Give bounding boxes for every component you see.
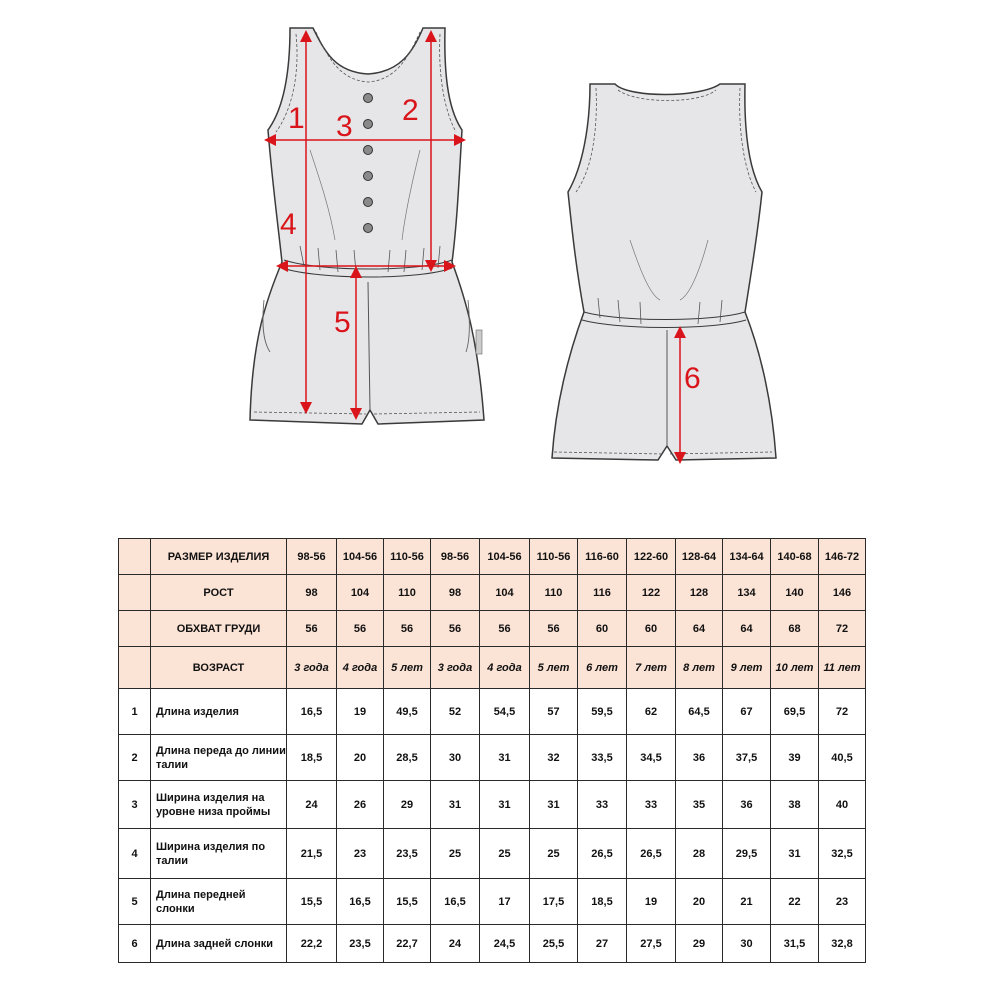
row-number: 5 — [119, 879, 151, 925]
header-cell: 98-56 — [431, 539, 480, 575]
table-row — [119, 735, 866, 781]
header-cell: 3 года — [431, 647, 480, 689]
table-cell: 18,5 — [578, 879, 627, 925]
table-cell: 31 — [480, 735, 530, 781]
header-row — [119, 539, 866, 575]
table-cell: 25 — [431, 829, 480, 879]
table-cell: 33 — [578, 781, 627, 829]
table-cell: 30 — [723, 925, 771, 963]
table-row — [119, 829, 866, 879]
header-cell: 64 — [676, 611, 723, 647]
header-label: РОСТ — [151, 575, 287, 611]
table-cell: 33,5 — [578, 735, 627, 781]
table-cell: 67 — [723, 689, 771, 735]
table-cell: 69,5 — [771, 689, 819, 735]
table-cell: 35 — [676, 781, 723, 829]
header-cell: 110 — [530, 575, 578, 611]
table-cell: 23 — [337, 829, 384, 879]
header-cell: 60 — [578, 611, 627, 647]
header-cell: 128 — [676, 575, 723, 611]
row-label: Длина передней слонки — [151, 879, 287, 925]
table-cell: 29 — [676, 925, 723, 963]
table-cell: 52 — [431, 689, 480, 735]
header-cell: 116 — [578, 575, 627, 611]
header-cell: 140 — [771, 575, 819, 611]
table-cell: 22 — [771, 879, 819, 925]
header-cell: 72 — [819, 611, 866, 647]
header-cell: 56 — [480, 611, 530, 647]
header-cell: 56 — [337, 611, 384, 647]
header-cell: 134 — [723, 575, 771, 611]
table-cell: 28 — [676, 829, 723, 879]
header-label: ВОЗРАСТ — [151, 647, 287, 689]
table-cell: 21 — [723, 879, 771, 925]
header-cell: 134-64 — [723, 539, 771, 575]
table-cell: 39 — [771, 735, 819, 781]
measure-label-1: 1 — [288, 102, 305, 135]
header-cell: 110-56 — [384, 539, 431, 575]
header-cell: 104 — [337, 575, 384, 611]
header-cell: 68 — [771, 611, 819, 647]
header-row — [119, 611, 866, 647]
header-cell: 6 лет — [578, 647, 627, 689]
row-number: 4 — [119, 829, 151, 879]
table-cell: 16,5 — [431, 879, 480, 925]
table-cell: 31 — [431, 781, 480, 829]
header-blank-cell — [119, 611, 151, 647]
header-cell: 104-56 — [480, 539, 530, 575]
table-cell: 24,5 — [480, 925, 530, 963]
table-cell: 22,2 — [287, 925, 337, 963]
row-label: Длина задней слонки — [151, 925, 287, 963]
header-cell: 10 лет — [771, 647, 819, 689]
table-cell: 30 — [431, 735, 480, 781]
row-number: 2 — [119, 735, 151, 781]
header-cell: 8 лет — [676, 647, 723, 689]
table-cell: 23 — [819, 879, 866, 925]
header-cell: 4 года — [480, 647, 530, 689]
header-cell: 122 — [627, 575, 676, 611]
table-cell: 32,8 — [819, 925, 866, 963]
table-cell: 29,5 — [723, 829, 771, 879]
row-label: Длина переда до линии талии — [151, 735, 287, 781]
table-cell: 25 — [530, 829, 578, 879]
table-cell: 32 — [530, 735, 578, 781]
table-cell: 20 — [676, 879, 723, 925]
header-cell: 104-56 — [337, 539, 384, 575]
header-cell: 104 — [480, 575, 530, 611]
table-cell: 31 — [771, 829, 819, 879]
table-cell: 36 — [676, 735, 723, 781]
table-row — [119, 879, 866, 925]
table-cell: 22,7 — [384, 925, 431, 963]
header-cell: 140-68 — [771, 539, 819, 575]
table-cell: 16,5 — [287, 689, 337, 735]
header-row — [119, 647, 866, 689]
table-cell: 20 — [337, 735, 384, 781]
header-cell: 7 лет — [627, 647, 676, 689]
header-cell: 56 — [287, 611, 337, 647]
table-row — [119, 781, 866, 829]
table-cell: 21,5 — [287, 829, 337, 879]
table-cell: 26,5 — [627, 829, 676, 879]
header-cell: 122-60 — [627, 539, 676, 575]
table-cell: 25 — [480, 829, 530, 879]
table-cell: 23,5 — [384, 829, 431, 879]
header-label: ОБХВАТ ГРУДИ — [151, 611, 287, 647]
table-cell: 27 — [578, 925, 627, 963]
table-cell: 54,5 — [480, 689, 530, 735]
header-blank-cell — [119, 575, 151, 611]
back-romper-outline — [552, 84, 776, 460]
header-cell: 146 — [819, 575, 866, 611]
header-blank-cell — [119, 539, 151, 575]
row-number: 3 — [119, 781, 151, 829]
table-cell: 18,5 — [287, 735, 337, 781]
table-cell: 23,5 — [337, 925, 384, 963]
table-cell: 28,5 — [384, 735, 431, 781]
measure-label-6: 6 — [684, 362, 701, 395]
table-row — [119, 689, 866, 735]
table-cell: 24 — [287, 781, 337, 829]
header-cell: 56 — [431, 611, 480, 647]
header-cell: 56 — [384, 611, 431, 647]
table-cell: 19 — [337, 689, 384, 735]
header-cell: 5 лет — [384, 647, 431, 689]
table-cell: 40 — [819, 781, 866, 829]
table-cell: 15,5 — [384, 879, 431, 925]
header-cell: 128-64 — [676, 539, 723, 575]
measure-label-2: 2 — [402, 94, 419, 127]
header-cell: 56 — [530, 611, 578, 647]
header-cell: 110-56 — [530, 539, 578, 575]
header-row — [119, 575, 866, 611]
table-cell: 64,5 — [676, 689, 723, 735]
table-cell: 59,5 — [578, 689, 627, 735]
table-row — [119, 925, 866, 963]
table-cell: 16,5 — [337, 879, 384, 925]
table-cell: 38 — [771, 781, 819, 829]
header-cell: 146-72 — [819, 539, 866, 575]
table-cell: 57 — [530, 689, 578, 735]
table-cell: 26 — [337, 781, 384, 829]
table-cell: 31 — [480, 781, 530, 829]
table-cell: 17 — [480, 879, 530, 925]
header-cell: 64 — [723, 611, 771, 647]
table-cell: 40,5 — [819, 735, 866, 781]
row-number: 1 — [119, 689, 151, 735]
header-blank-cell — [119, 647, 151, 689]
header-cell: 110 — [384, 575, 431, 611]
table-cell: 17,5 — [530, 879, 578, 925]
table-cell: 37,5 — [723, 735, 771, 781]
table-cell: 62 — [627, 689, 676, 735]
table-cell: 36 — [723, 781, 771, 829]
header-cell: 5 лет — [530, 647, 578, 689]
header-cell: 116-60 — [578, 539, 627, 575]
header-cell: 11 лет — [819, 647, 866, 689]
header-label: РАЗМЕР ИЗДЕЛИЯ — [151, 539, 287, 575]
header-cell: 98 — [431, 575, 480, 611]
measure-label-5: 5 — [334, 306, 351, 339]
table-cell: 29 — [384, 781, 431, 829]
table-cell: 19 — [627, 879, 676, 925]
table-cell: 33 — [627, 781, 676, 829]
table-cell: 34,5 — [627, 735, 676, 781]
table-cell: 49,5 — [384, 689, 431, 735]
table-cell: 32,5 — [819, 829, 866, 879]
table-cell: 31 — [530, 781, 578, 829]
header-cell: 3 года — [287, 647, 337, 689]
front-view-romper — [250, 28, 484, 424]
table-cell: 72 — [819, 689, 866, 735]
table-cell: 25,5 — [530, 925, 578, 963]
size-chart-table — [118, 538, 866, 963]
header-cell: 4 года — [337, 647, 384, 689]
table-cell: 31,5 — [771, 925, 819, 963]
table-cell: 27,5 — [627, 925, 676, 963]
row-label: Ширина изделия по талии — [151, 829, 287, 879]
measure-label-3: 3 — [336, 110, 353, 143]
row-label: Длина изделия — [151, 689, 287, 735]
measure-label-4: 4 — [280, 208, 297, 241]
header-cell: 9 лет — [723, 647, 771, 689]
header-cell: 98 — [287, 575, 337, 611]
row-label: Ширина изделия на уровне низа проймы — [151, 781, 287, 829]
header-cell: 60 — [627, 611, 676, 647]
row-number: 6 — [119, 925, 151, 963]
table-cell: 15,5 — [287, 879, 337, 925]
table-cell: 24 — [431, 925, 480, 963]
back-view-romper — [552, 84, 776, 460]
table-cell: 26,5 — [578, 829, 627, 879]
header-cell: 98-56 — [287, 539, 337, 575]
